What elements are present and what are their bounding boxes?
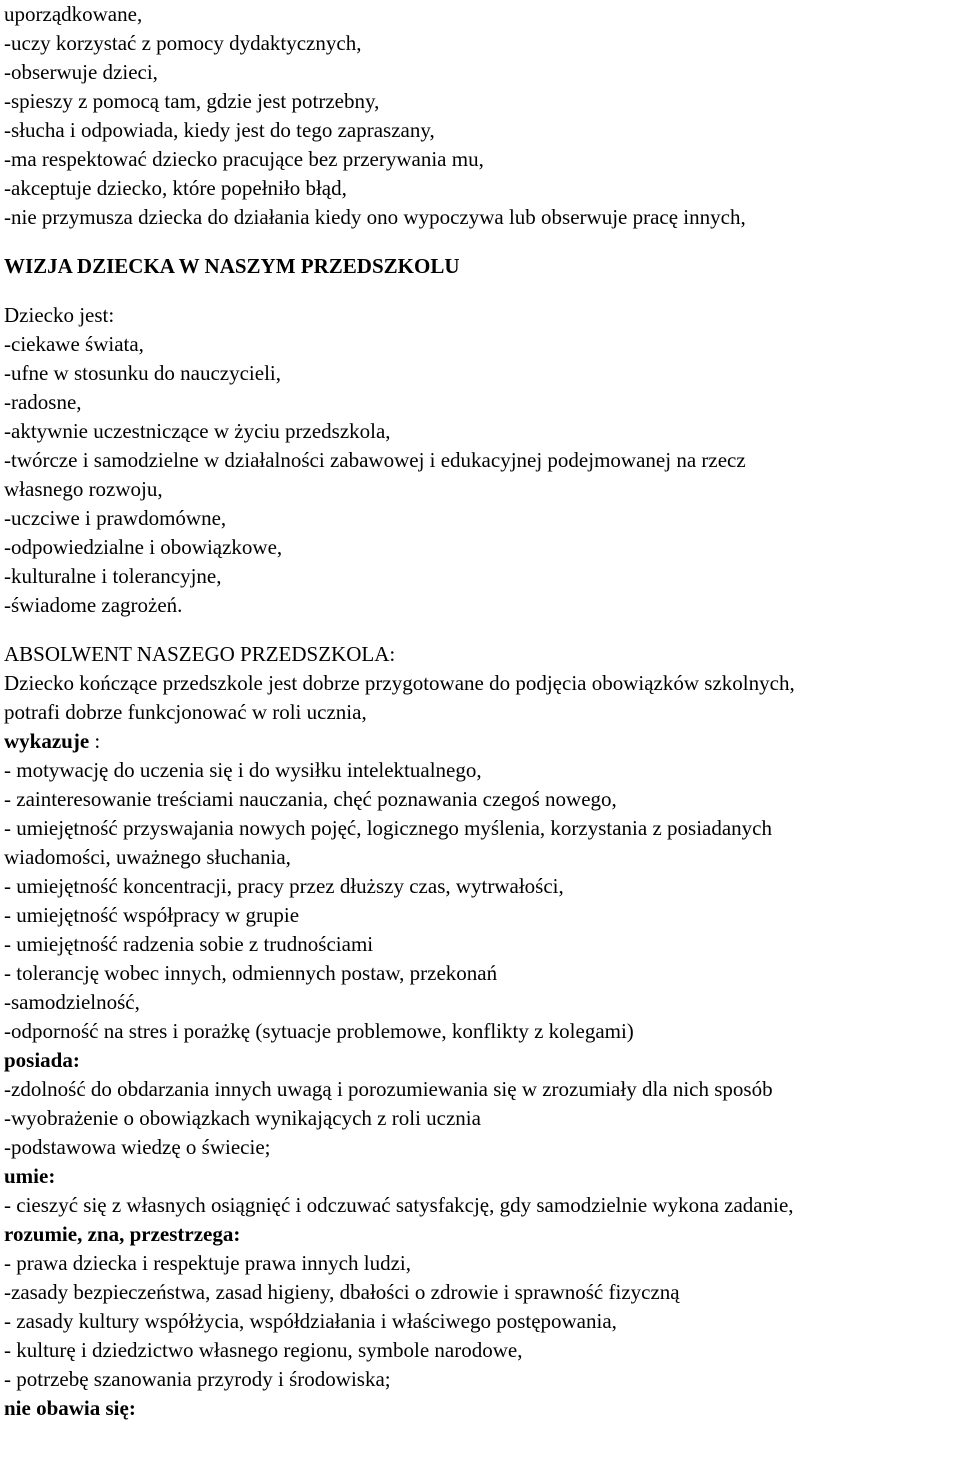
list-item: - cieszyć się z własnych osiągnięć i odczuwać satysfakcję, gdy samodzielnie wykona zadanie,: [4, 1193, 794, 1217]
list-item: -odpowiedzialne i obowiązkowe,: [4, 535, 283, 559]
subheading-wykazuje: [4, 727, 960, 756]
graduate-section: [4, 669, 960, 1423]
list-item: - kulturę i dziedzictwo własnego regionu, symbole narodowe,: [4, 1338, 523, 1362]
list-item: własnego rozwoju,: [4, 477, 163, 501]
subheading-nie-obawia: nie obawia się:: [4, 1396, 136, 1420]
subheading-suffix: :: [89, 729, 101, 753]
list-item: - umiejętność współpracy w grupie: [4, 903, 300, 927]
list-item: -twórcze i samodzielne w działalności zabawowej i edukacyjnej podejmowanej na rzecz: [4, 448, 746, 472]
subheading-label: wykazuje: [4, 729, 90, 753]
list-item: uporządkowane,: [4, 2, 143, 26]
section-heading-graduate: ABSOLWENT NASZEGO PRZEDSZKOLA:: [4, 642, 396, 666]
list-item: -uczciwe i prawdomówne,: [4, 506, 227, 530]
teacher-duties-list: [4, 0, 960, 232]
list-item: - prawa dziecka i respektuje prawa innych ludzi,: [4, 1251, 411, 1275]
list-item: -świadome zagrożeń.: [4, 593, 183, 617]
subheading-rozumie: rozumie, zna, przestrzega:: [4, 1222, 241, 1246]
list-item: -ciekawe świata,: [4, 332, 144, 356]
list-item: -ma respektować dziecko pracujące bez przerywania mu,: [4, 147, 484, 171]
list-item: -akceptuje dziecko, które popełniło błąd,: [4, 176, 347, 200]
list-item: wiadomości, uważnego słuchania,: [4, 845, 291, 869]
list-item: - umiejętność radzenia sobie z trudnościami: [4, 932, 374, 956]
list-item: - zasady kultury współżycia, współdziałania i właściwego postępowania,: [4, 1309, 617, 1333]
list-item: - tolerancję wobec innych, odmiennych postaw, przekonań: [4, 961, 498, 985]
subheading-umie: umie:: [4, 1164, 56, 1188]
list-item: - umiejętność koncentracji, pracy przez dłuższy czas, wytrwałości,: [4, 874, 564, 898]
list-item: -ufne w stosunku do nauczycieli,: [4, 361, 282, 385]
list-item: -podstawowa wiedzę o świecie;: [4, 1135, 271, 1159]
list-item: -uczy korzystać z pomocy dydaktycznych,: [4, 31, 362, 55]
section-intro: potrafi dobrze funkcjonować w roli ucznia,: [4, 700, 367, 724]
subheading-posiada: posiada:: [4, 1048, 80, 1072]
list-item: -kulturalne i tolerancyjne,: [4, 564, 222, 588]
section-intro: Dziecko kończące przedszkole jest dobrze przygotowane do podjęcia obowiązków szkolnych,: [4, 671, 795, 695]
list-item: -nie przymusza dziecka do działania kiedy ono wypoczywa lub obserwuje pracę innych,: [4, 205, 746, 229]
list-item: -zasady bezpieczeństwa, zasad higieny, dbałości o zdrowie i sprawność fizyczną: [4, 1280, 680, 1304]
list-item: -zdolność do obdarzania innych uwagą i porozumiewania się w zrozumiały dla nich sposób: [4, 1077, 773, 1101]
section-intro: Dziecko jest:: [4, 303, 115, 327]
list-item: -aktywnie uczestniczące w życiu przedszkola,: [4, 419, 391, 443]
list-item: - motywację do uczenia się i do wysiłku intelektualnego,: [4, 758, 482, 782]
list-item: -spieszy z pomocą tam, gdzie jest potrzebny,: [4, 89, 380, 113]
list-item: -radosne,: [4, 390, 82, 414]
section-heading-child-vision: WIZJA DZIECKA W NASZYM PRZEDSZKOLU: [4, 254, 460, 278]
list-item: - umiejętność przyswajania nowych pojęć, logicznego myślenia, korzystania z posiadanych: [4, 816, 772, 840]
child-vision-list: [4, 301, 960, 620]
list-item: -wyobrażenie o obowiązkach wynikających z roli ucznia: [4, 1106, 481, 1130]
list-item: -samodzielność,: [4, 990, 140, 1014]
list-item: -słucha i odpowiada, kiedy jest do tego zapraszany,: [4, 118, 435, 142]
list-item: -odporność na stres i porażkę (sytuacje problemowe, konflikty z kolegami): [4, 1019, 634, 1043]
list-item: -obserwuje dzieci,: [4, 60, 158, 84]
list-item: - potrzebę szanowania przyrody i środowiska;: [4, 1367, 391, 1391]
list-item: - zainteresowanie treściami nauczania, chęć poznawania czegoś nowego,: [4, 787, 617, 811]
